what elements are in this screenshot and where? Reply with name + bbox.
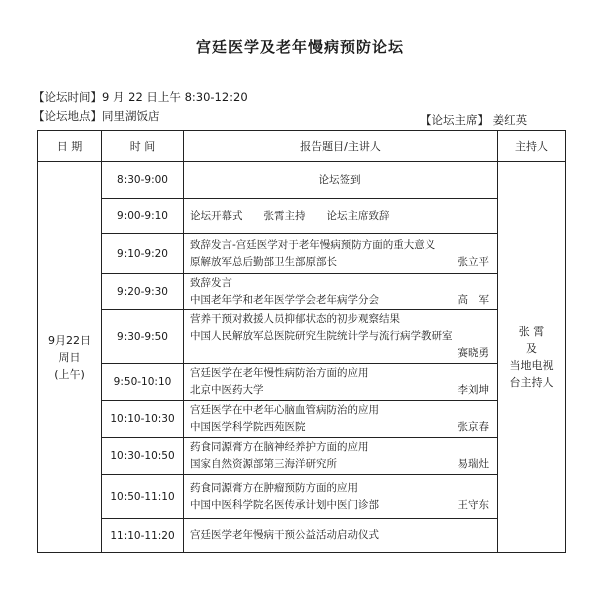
topic-title: 致辞发言: [190, 276, 232, 289]
org-speaker-line: [190, 382, 489, 399]
topic-cell: [184, 162, 498, 199]
topic-title: 宫廷医学在中老年心脑血管病防治的应用: [190, 404, 379, 416]
date-cell: [38, 162, 102, 553]
topic-title: 论坛签到: [318, 173, 361, 186]
org-speaker-line: [190, 497, 489, 514]
topic-title: 营养干预对救援人员抑郁状态的初步观察结果: [190, 313, 400, 325]
speaker-name: 王守东: [457, 498, 489, 511]
header-topic: 报告题目/主讲人: [184, 131, 498, 162]
org-name: 国家自然资源部第三海洋研究所: [190, 458, 337, 470]
org-speaker-line: [190, 419, 489, 436]
org-speaker-line: [190, 292, 489, 309]
topic-cell: [184, 234, 498, 274]
time-cell: 9:10-9:20: [102, 234, 184, 274]
org-name: 北京中医药大学: [190, 384, 264, 396]
date-line: 9月22日: [48, 333, 91, 347]
host-line: 当地电视: [509, 359, 554, 372]
time-cell: 9:30-9:50: [102, 310, 184, 364]
org-name: 中国中医科学院名医传承计划中医门诊部: [190, 498, 379, 511]
header-host: 主持人: [498, 131, 566, 162]
topic-title: 论坛开幕式 张霄主持 论坛主席致辞: [190, 209, 390, 222]
org-name: 原解放军总后勤部卫生部原部长: [190, 255, 337, 268]
time-cell: 9:50-10:10: [102, 364, 184, 401]
topic-cell: [184, 401, 498, 438]
table-header-row: [38, 131, 566, 162]
time-cell: 9:00-9:10: [102, 199, 184, 234]
time-cell: 11:10-11:20: [102, 519, 184, 553]
table-row: [38, 475, 566, 519]
table-row: [38, 401, 566, 438]
topic-cell: [184, 519, 498, 553]
table-row: [38, 364, 566, 401]
topic-title: 药食同源膏方在脑神经养护方面的应用: [190, 441, 369, 453]
topic-cell: [184, 310, 498, 364]
weekday-line: 周日: [58, 350, 81, 364]
org-speaker-line: [190, 254, 489, 271]
org-speaker-line: [190, 456, 489, 473]
table-row: [38, 274, 566, 310]
header-date: 日 期: [38, 131, 102, 162]
table-row: [38, 310, 566, 364]
schedule-table: [37, 130, 566, 553]
org-name: 中国人民解放军总医院研究生院统计学与流行病学教研室: [190, 330, 453, 342]
time-cell: 10:50-11:10: [102, 475, 184, 519]
topic-title: 宫廷医学老年慢病干预公益活动启动仪式: [190, 529, 379, 541]
forum-location: 【论坛地点】同里湖饭店: [33, 109, 160, 123]
topic-title: 药食同源膏方在肿瘤预防方面的应用: [190, 481, 358, 494]
host-line: 张 霄: [518, 325, 545, 338]
header-time: 时 间: [102, 131, 184, 162]
time-cell: 9:20-9:30: [102, 274, 184, 310]
topic-cell: [184, 199, 498, 234]
forum-chair: 【论坛主席】 姜红英: [420, 113, 528, 127]
forum-time: 【论坛时间】9 月 22 日上午 8:30-12:20: [33, 90, 248, 104]
speaker-name: 易瑞灶: [457, 458, 489, 470]
org-name: 中国老年学和老年医学学会老年病学分会: [190, 293, 379, 306]
table-row: [38, 162, 566, 199]
speaker-name: 张京春: [457, 421, 489, 433]
host-line: 台主持人: [509, 376, 554, 389]
table-row: [38, 438, 566, 475]
org-name: 中国医学科学院西苑医院: [190, 421, 306, 433]
speaker-name: 赛晓勇: [457, 347, 489, 359]
table-row: [38, 519, 566, 553]
time-cell: 10:30-10:50: [102, 438, 184, 475]
time-cell: 10:10-10:30: [102, 401, 184, 438]
table-row: [38, 199, 566, 234]
topic-cell: [184, 475, 498, 519]
topic-cell: [184, 364, 498, 401]
period-line: (上午): [54, 367, 85, 381]
topic-cell: [184, 274, 498, 310]
host-cell: [498, 162, 566, 553]
time-cell: 8:30-9:00: [102, 162, 184, 199]
page-title: 宫廷医学及老年慢病预防论坛: [195, 38, 404, 56]
topic-cell: [184, 438, 498, 475]
speaker-name: 张立平: [457, 255, 489, 268]
topic-title: 致辞发言-宫廷医学对于老年慢病预防方面的重大意义: [190, 238, 436, 251]
host-line: 及: [526, 342, 537, 355]
speaker-name: 李刘坤: [457, 384, 489, 396]
topic-title: 宫廷医学在老年慢性病防治方面的应用: [190, 367, 369, 379]
speaker-name: 高 军: [457, 293, 489, 306]
table-row: [38, 234, 566, 274]
